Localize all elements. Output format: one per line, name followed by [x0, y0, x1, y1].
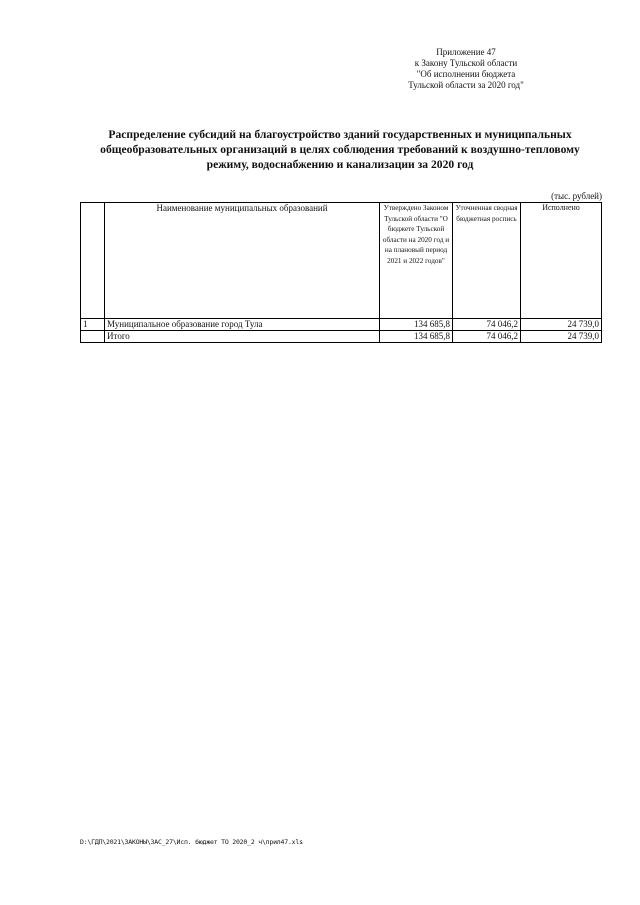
row-refined: 74 046,2 [453, 319, 521, 331]
file-path-footer: D:\ГДП\2021\ЗАКОНЫ\ЗАС_27\Исп. бюджет ТО 2020_2 ч\прил47.xls [80, 838, 303, 846]
appendix-line-3: "Об исполнении бюджета [416, 69, 516, 79]
title-line-3: режиму, водоснабжению и канализации за 2020 год [206, 158, 474, 171]
total-label: Итого [105, 331, 380, 343]
row-executed: 24 739,0 [521, 319, 602, 331]
table-total-row [81, 331, 602, 343]
header-name: Наименование муниципальных образований [105, 203, 380, 319]
header-number [81, 203, 105, 319]
total-number-cell [81, 331, 105, 343]
row-number: 1 [81, 319, 105, 331]
table-row [81, 319, 602, 331]
total-approved: 134 685,8 [380, 331, 453, 343]
subsidy-table [80, 202, 602, 343]
header-refined: Уточненная сводная бюджетная роспись [453, 203, 521, 319]
appendix-line-2: к Закону Тульской области [414, 58, 518, 68]
table-header-row [81, 203, 602, 319]
appendix-line-4: Тульской области за 2020 год" [408, 80, 524, 90]
total-refined: 74 046,2 [453, 331, 521, 343]
header-approved: Утверждено Законом Тульской области "О бюджете Тульской области на 2020 год и на плановый период 2021 и 2022 годов" [380, 203, 453, 319]
units-label: (тыс. рублей) [551, 191, 602, 201]
appendix-line-1: Приложение 47 [436, 47, 496, 57]
title-line-2: общеобразовательных организаций в целях соблюдения требований к воздушно-тепловому [100, 143, 580, 156]
row-approved: 134 685,8 [380, 319, 453, 331]
appendix-header [366, 47, 566, 91]
title-line-1: Распределение субсидий на благоустройство зданий государственных и муниципальных [108, 128, 572, 141]
header-executed: Исполнено [521, 203, 602, 319]
total-executed: 24 739,0 [521, 331, 602, 343]
row-name: Муниципальное образование город Тула [105, 319, 380, 331]
document-title [80, 127, 600, 172]
